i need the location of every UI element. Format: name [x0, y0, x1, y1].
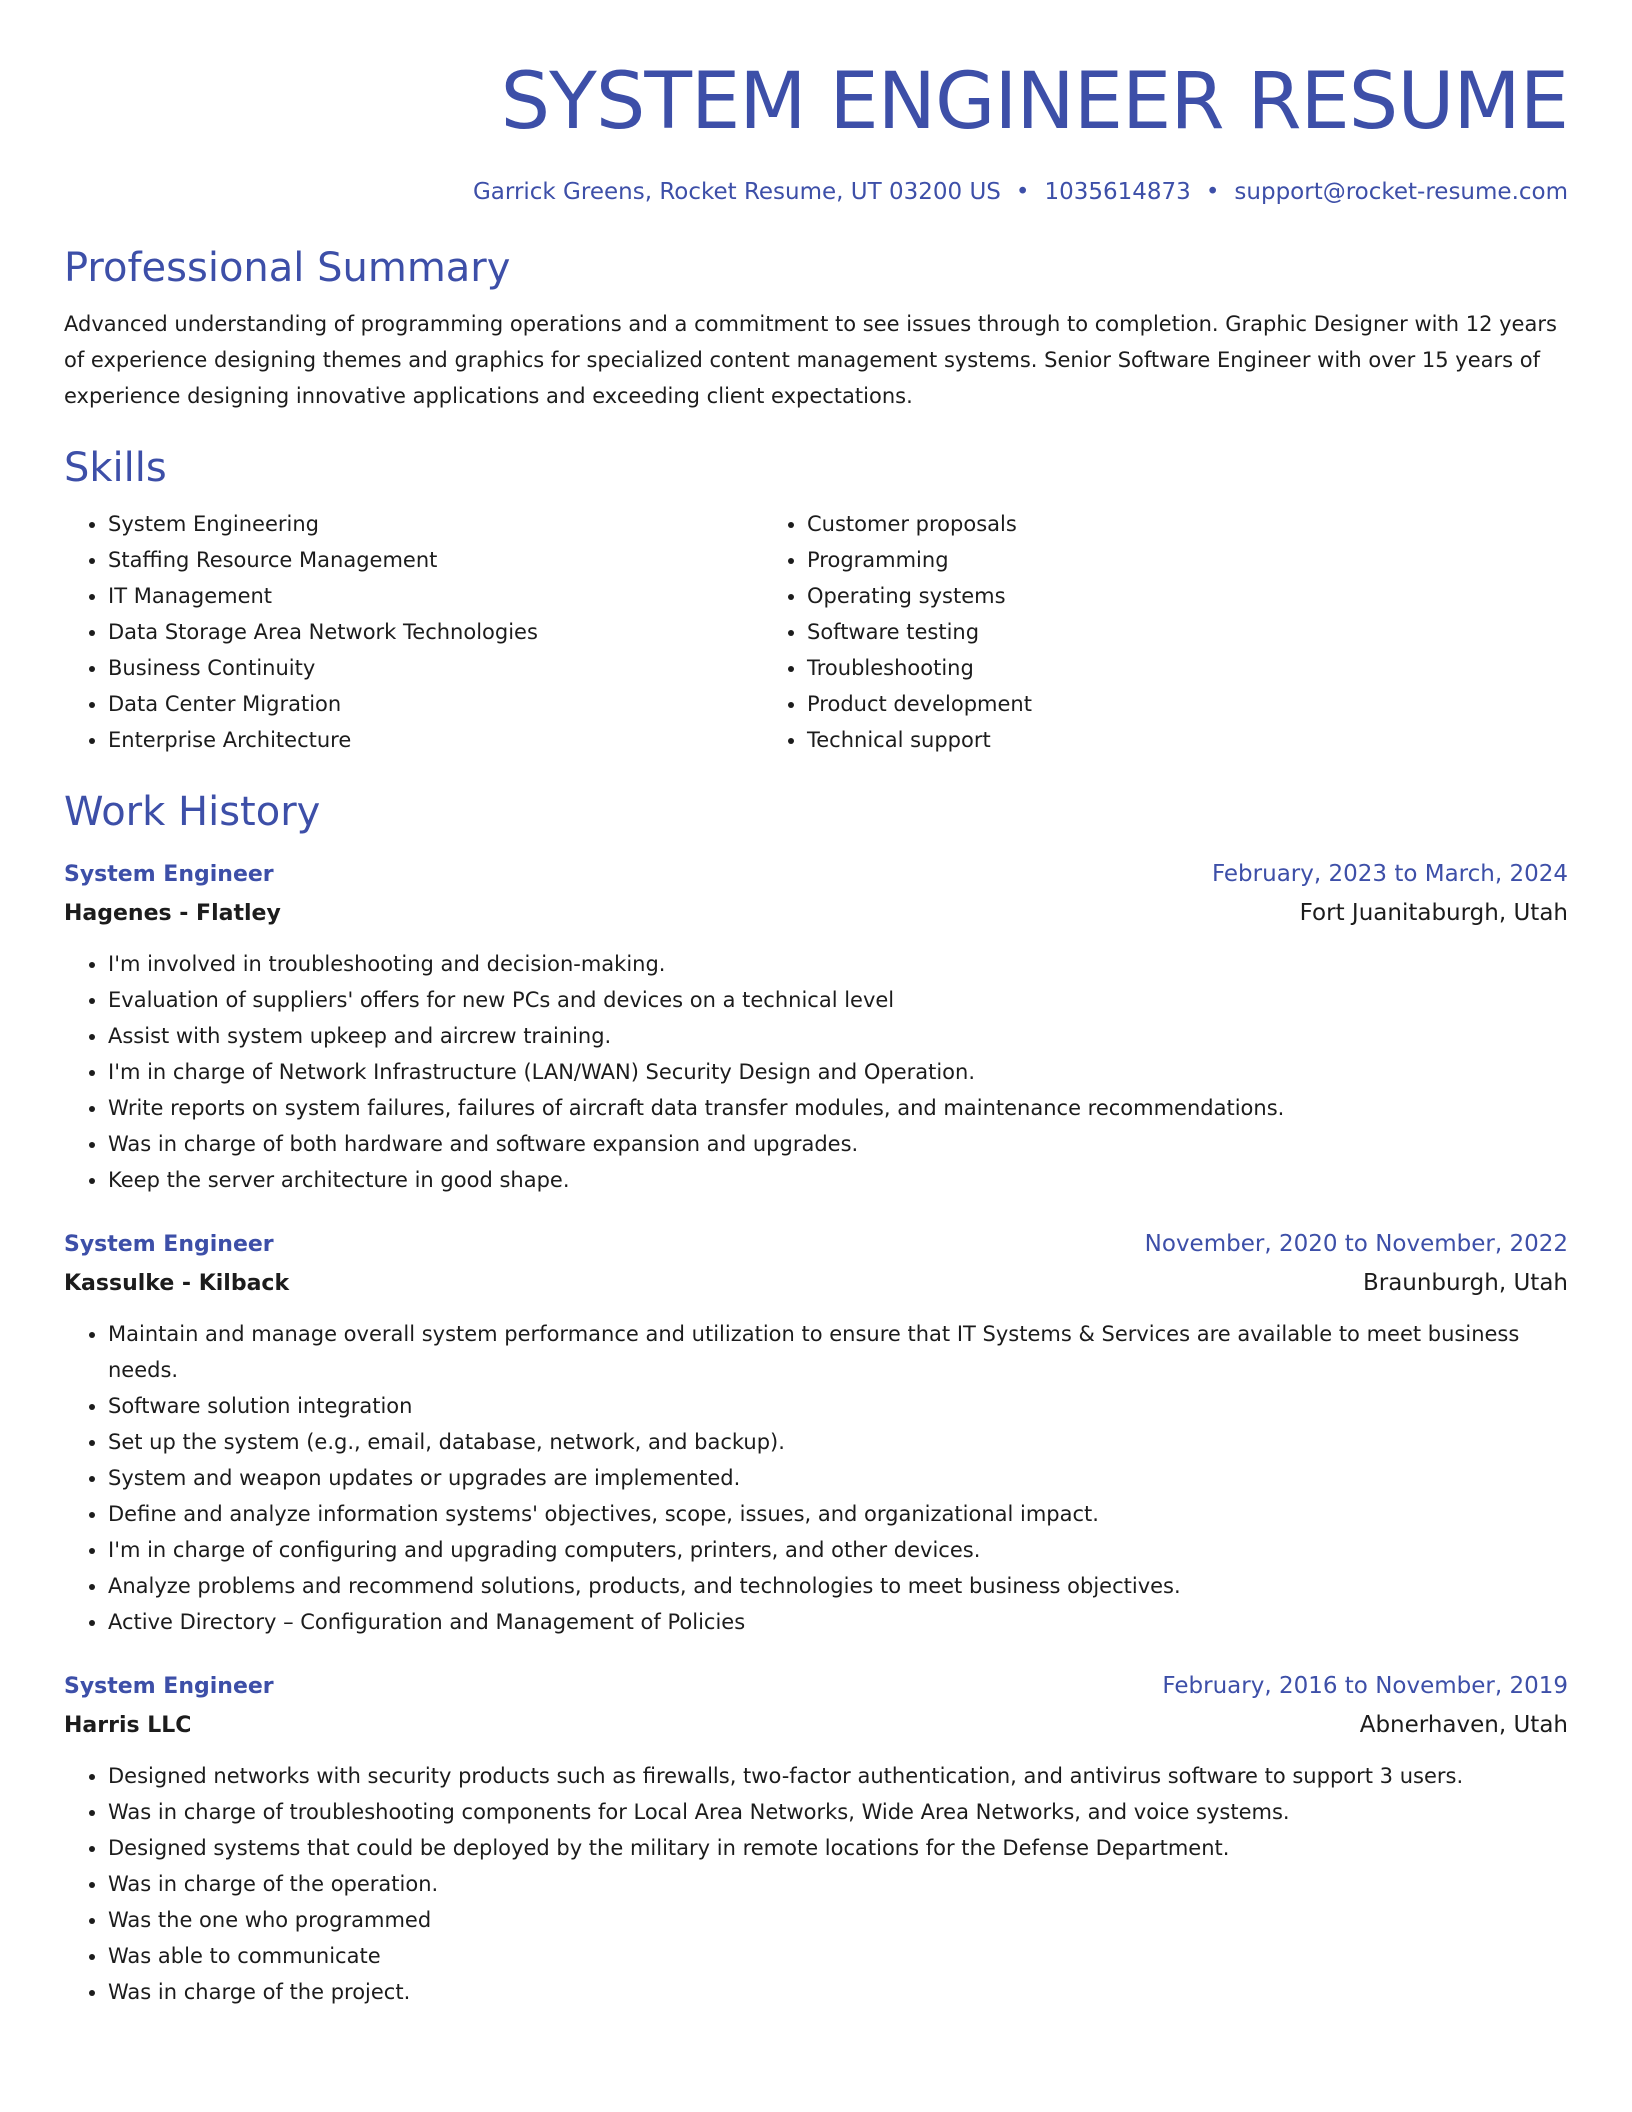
contact-phone: 1035614873: [1044, 179, 1191, 205]
skill-item: • System Engineering: [108, 506, 763, 542]
job-entry: [64, 856, 1568, 1198]
job-dates: February, 2023 to March, 2024: [1211, 861, 1568, 887]
job-entry: [64, 1668, 1568, 2010]
job-bullet: • Assist with system upkeep and aircrew training.: [108, 1018, 1568, 1054]
job-bullets: [64, 1758, 1568, 2010]
job-location: Braunburgh, Utah: [1362, 1270, 1568, 1296]
job-bullet: • Analyze problems and recommend solutions, products, and technologies to meet business objectives.: [108, 1568, 1568, 1604]
skill-item: • Data Center Migration: [108, 686, 763, 722]
job-bullet: • System and weapon updates or upgrades are implemented.: [108, 1460, 1568, 1496]
job-bullet: • Maintain and manage overall system performance and utilization to ensure that IT Systems & Services are available to meet business needs.: [108, 1316, 1568, 1388]
job-bullet: • Keep the server architecture in good shape.: [108, 1162, 1568, 1198]
job-location: Fort Juanitaburgh, Utah: [1299, 900, 1568, 926]
job-company: Harris LLC: [64, 1713, 192, 1738]
job-bullet: • Was able to communicate: [108, 1938, 1568, 1974]
job-bullet: • Was in charge of the operation.: [108, 1866, 1568, 1902]
job-bullet: • Define and analyze information systems' objectives, scope, issues, and organizational impact.: [108, 1496, 1568, 1532]
job-location: Abnerhaven, Utah: [1359, 1712, 1568, 1738]
job-bullet: • I'm in charge of Network Infrastructure (LAN/WAN) Security Design and Operation.: [108, 1054, 1568, 1090]
skill-item: • Business Continuity: [108, 650, 763, 686]
summary-text: Advanced understanding of programming operations and a commitment to see issues through to completion. Graphic Designer with 12 years of experience designing themes and graphics for specialized content management systems. Senior Software Engineer with over 15 years of experience designing innovative applications and exceeding client expectations.: [64, 312, 1557, 408]
job-bullets: [64, 946, 1568, 1198]
job-bullet: • Active Directory – Configuration and Management of Policies: [108, 1604, 1568, 1640]
job-company-row: [64, 893, 1568, 934]
job-bullets: [64, 1316, 1568, 1640]
skill-item: • Programming: [807, 542, 1462, 578]
contact-separator: •: [1015, 179, 1030, 205]
skill-item: • IT Management: [108, 578, 763, 614]
skill-item: • Staffing Resource Management: [108, 542, 763, 578]
skills-heading: Skills: [64, 445, 167, 491]
job-bullet: • Designed systems that could be deployed by the military in remote locations for the Defense Department.: [108, 1830, 1568, 1866]
contact-separator: •: [1205, 179, 1220, 205]
job-bullet: • Was in charge of the project.: [108, 1974, 1568, 2010]
job-title-row: [64, 856, 1568, 893]
job-title-row: [64, 1226, 1568, 1263]
job-bullet: • Evaluation of suppliers' offers for new PCs and devices on a technical level: [108, 982, 1568, 1018]
skill-item: • Troubleshooting: [807, 650, 1462, 686]
job-company: Hagenes - Flatley: [64, 901, 281, 926]
job-bullet: • Software solution integration: [108, 1388, 1568, 1424]
job-title: System Engineer: [64, 1674, 274, 1699]
job-bullet: • I'm involved in troubleshooting and decision-making.: [108, 946, 1568, 982]
job-bullet: • Was in charge of both hardware and software expansion and upgrades.: [108, 1126, 1568, 1162]
skills-list-left: [64, 506, 763, 758]
skill-item: • Enterprise Architecture: [108, 722, 763, 758]
job-title-row: [64, 1668, 1568, 1705]
job-company-row: [64, 1263, 1568, 1304]
resume-page: [64, 52, 1568, 2010]
job-dates: February, 2016 to November, 2019: [1162, 1673, 1568, 1699]
job-bullet: • I'm in charge of configuring and upgrading computers, printers, and other devices.: [108, 1532, 1568, 1568]
job-title: System Engineer: [64, 862, 274, 887]
skill-item: • Product development: [807, 686, 1462, 722]
job-bullet: • Designed networks with security products such as firewalls, two-factor authentication, and antivirus software to support 3 users.: [108, 1758, 1568, 1794]
summary-heading: Professional Summary: [64, 245, 511, 291]
contact-address: Garrick Greens, Rocket Resume, UT 03200 US: [472, 179, 1001, 205]
job-company-row: [64, 1705, 1568, 1746]
skills-list-right: [763, 506, 1462, 758]
skill-item: • Data Storage Area Network Technologies: [108, 614, 763, 650]
contact-email: support@rocket-resume.com: [1234, 179, 1568, 205]
resume-title: SYSTEM ENGINEER RESUME: [500, 57, 1568, 147]
skill-item: • Customer proposals: [807, 506, 1462, 542]
job-bullet: • Write reports on system failures, failures of aircraft data transfer modules, and maintenance recommendations.: [108, 1090, 1568, 1126]
job-bullet: • Set up the system (e.g., email, database, network, and backup).: [108, 1424, 1568, 1460]
skill-item: • Technical support: [807, 722, 1462, 758]
skill-item: • Operating systems: [807, 578, 1462, 614]
skill-item: • Software testing: [807, 614, 1462, 650]
job-bullet: • Was in charge of troubleshooting components for Local Area Networks, Wide Area Networks, and voice systems.: [108, 1794, 1568, 1830]
skills-grid: [64, 506, 1568, 758]
job-bullet: • Was the one who programmed: [108, 1902, 1568, 1938]
work-history-heading: Work History: [64, 789, 321, 835]
job-title: System Engineer: [64, 1232, 274, 1257]
job-company: Kassulke - Kilback: [64, 1271, 290, 1296]
contact-line: [64, 176, 1568, 208]
job-dates: November, 2020 to November, 2022: [1144, 1231, 1568, 1257]
job-entry: [64, 1226, 1568, 1640]
